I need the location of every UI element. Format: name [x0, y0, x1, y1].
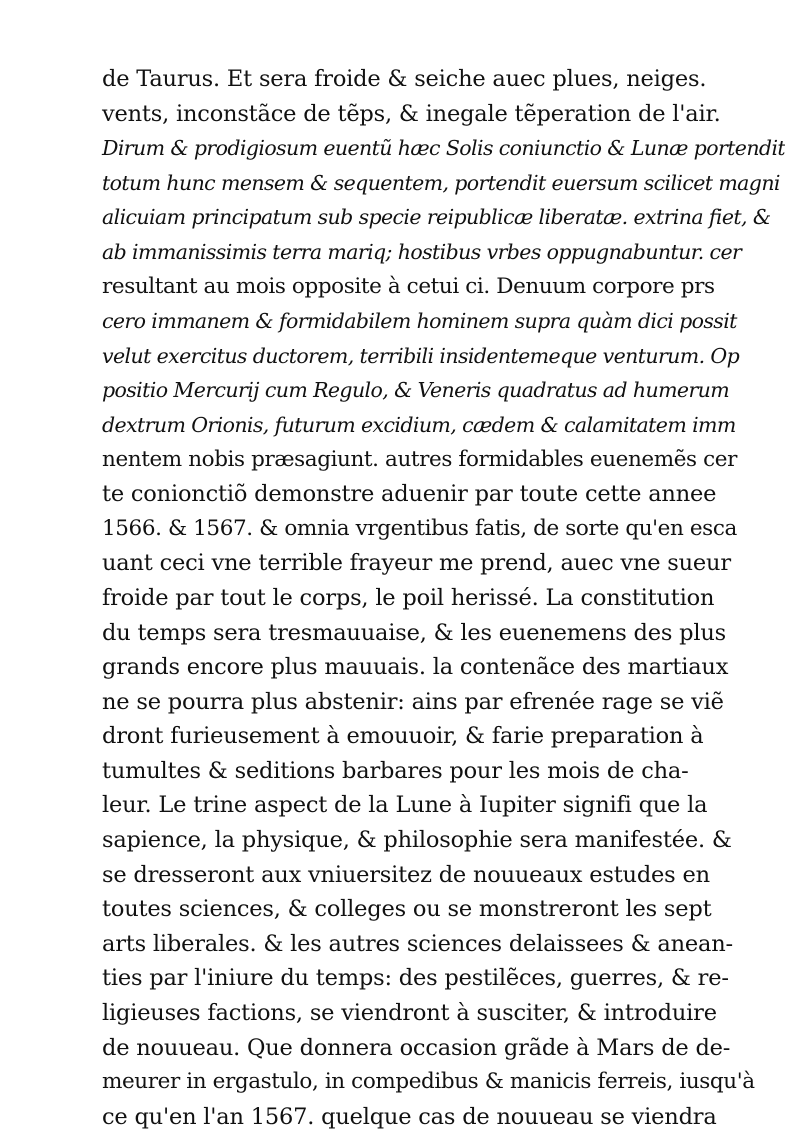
text-line: ce qu'en l'an 1567. quelque cas de nouueau se viendra	[102, 1103, 717, 1130]
text-line: grands encore plus mauuais. la contenãce des martiaux	[102, 654, 729, 681]
text-line: tumultes & seditions barbares pour les mois de cha-	[102, 757, 689, 784]
text-line: ab immanissimis terra mariq; hostibus vrbes oppugnabuntur. cer	[102, 239, 742, 264]
text-line: de nouueau. Que donnera occasion grãde à Mars de de-	[102, 1034, 731, 1061]
text-line: totum hunc mensem & sequentem, portendit euersum scilicet magni	[102, 170, 780, 195]
text-line: vents, inconstãce de tẽps, & inegale tẽperation de l'air.	[102, 100, 721, 127]
text-line: arts liberales. & les autres sciences delaissees & anean-	[102, 930, 733, 957]
text-line: cero immanem & formidabilem hominem supra quàm dici possit	[102, 309, 737, 334]
text-line: alicuiam principatum sub specie reipublicæ liberatæ. extrina fiet, &	[102, 205, 771, 230]
text-line: sapience, la physique, & philosophie sera manifestée. &	[102, 827, 732, 854]
text-line: uant ceci vne terrible frayeur me prend, auec vne sueur	[102, 550, 731, 577]
text-line: 1566. & 1567. & omnia vrgentibus fatis, de sorte qu'en esca	[102, 515, 737, 541]
body-text	[102, 62, 785, 1134]
text-line: resultant au mois opposite à cetui ci. Denuum corpore prs	[102, 273, 715, 299]
text-line: positio Mercurij cum Regulo, & Veneris quadratus ad humerum	[102, 378, 730, 403]
text-line: dextrum Orionis, futurum excidium, cædem & calamitatem imm	[102, 412, 736, 437]
text-line: velut exercitus ductorem, terribili insidentemeque venturum. Op	[102, 343, 740, 368]
text-line: te conionctiõ demonstre aduenir par toute cette annee	[102, 481, 717, 508]
text-line: ties par l'iniure du temps: des pestilẽces, guerres, & re-	[102, 965, 729, 992]
text-line: meurer in ergastulo, in compedibus & manicis ferreis, iusqu'à	[102, 1069, 755, 1095]
text-line: du temps sera tresmauuaise, & les euenemens des plus	[102, 619, 727, 646]
text-line: froide par tout le corps, le poil herissé. La constitution	[102, 584, 715, 611]
text-line: se dresseront aux vniuersitez de nouueaux estudes en	[102, 861, 710, 888]
text-line: ligieuses factions, se viendront à susciter, & introduire	[102, 1000, 717, 1027]
text-line: Dirum & prodigiosum euentũ hæc Solis coniunctio & Lunæ portendit	[102, 136, 785, 161]
text-line: nentem nobis præsagiunt. autres formidables euenemẽs cer	[102, 446, 737, 472]
text-line: dront furieusement à emouuoir, & farie preparation à	[102, 723, 704, 750]
text-line: ne se pourra plus abstenir: ains par efrenée rage se viẽ	[102, 688, 724, 715]
text-line: de Taurus. Et sera froide & seiche auec plues, neiges.	[102, 66, 707, 92]
text-line: leur. Le trine aspect de la Lune à Iupiter signifi que la	[102, 792, 708, 819]
text-line: toutes sciences, & colleges ou se monstreront les sept	[102, 896, 712, 923]
